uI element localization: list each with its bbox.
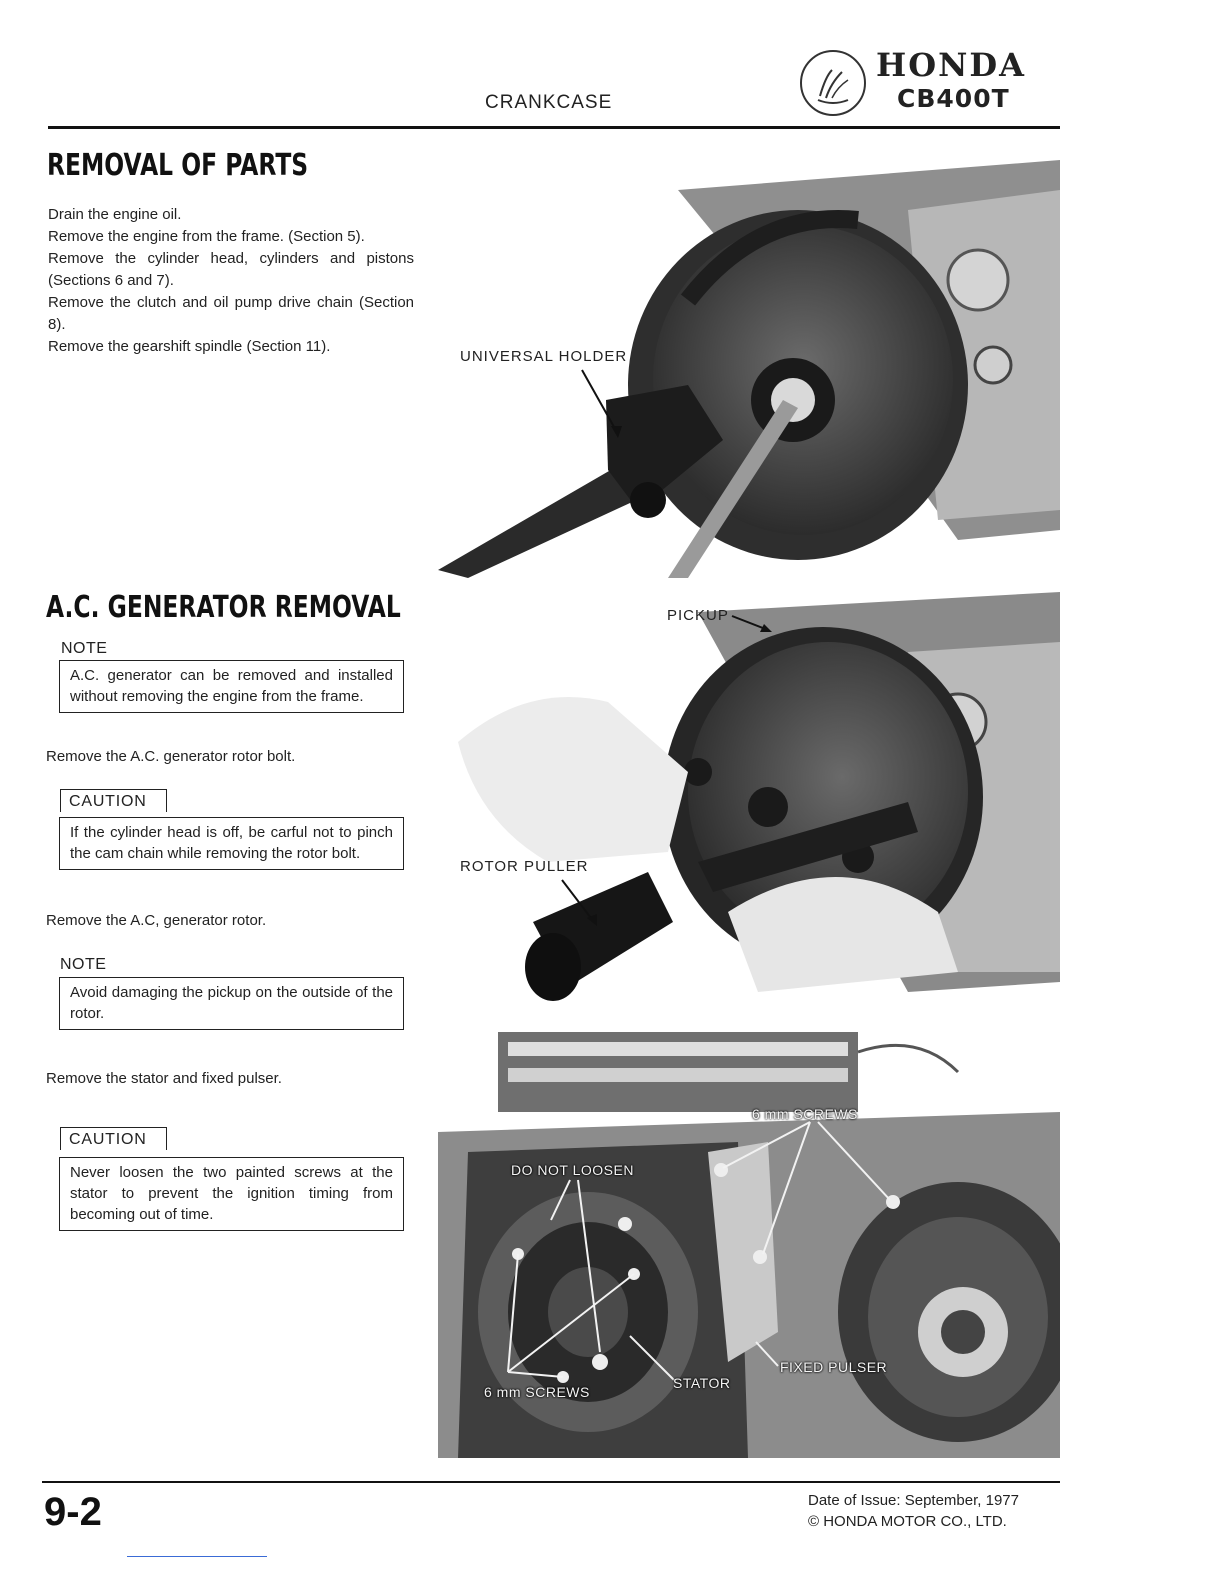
- removal-step: Remove the clutch and oil pump drive chain (Section 8).: [48, 294, 414, 333]
- note-label: NOTE: [60, 956, 107, 973]
- removal-heading: REMOVAL OF PARTS: [47, 148, 309, 183]
- six-mm-screws-top-label: 6 mm SCREWS: [752, 1106, 858, 1122]
- step-text: Remove the A.C, generator rotor.: [46, 912, 267, 929]
- removal-steps: [48, 204, 414, 358]
- photo-rotor-puller: [438, 592, 1060, 1012]
- section-title: CRANKCASE: [485, 92, 613, 113]
- note-label: NOTE: [61, 640, 108, 657]
- caution-label: CAUTION: [60, 789, 167, 812]
- removal-step: Remove the engine from the frame. (Section 5).: [48, 228, 365, 245]
- removal-step: Drain the engine oil.: [48, 206, 182, 223]
- universal-holder-arrow: [580, 368, 630, 440]
- stator-label: STATOR: [673, 1375, 731, 1391]
- note-box: Avoid damaging the pickup on the outside of the rotor.: [59, 977, 404, 1030]
- ac-generator-heading: A.C. GENERATOR REMOVAL: [46, 590, 401, 625]
- removal-step: Remove the gearshift spindle (Section 11).: [48, 338, 331, 355]
- step-text: Remove the A.C. generator rotor bolt.: [46, 748, 296, 765]
- footer-info: [808, 1490, 1019, 1532]
- footer-divider: [42, 1481, 1060, 1483]
- step-text: Remove the stator and fixed pulser.: [46, 1070, 282, 1087]
- decorative-line: [127, 1556, 267, 1557]
- caution-box: Never loosen the two painted screws at the stator to prevent the ignition timing from becoming out of time.: [59, 1157, 404, 1231]
- pickup-arrow: [730, 612, 774, 638]
- page-number: 9-2: [44, 1490, 102, 1534]
- copyright: © HONDA MOTOR CO., LTD.: [808, 1513, 1007, 1530]
- do-not-loosen-label: DO NOT LOOSEN: [511, 1162, 634, 1178]
- universal-holder-label: UNIVERSAL HOLDER: [460, 348, 628, 365]
- rotor-puller-arrow: [560, 878, 604, 930]
- six-mm-screws-bottom-label: 6 mm SCREWS: [484, 1384, 590, 1400]
- brand-name: HONDA: [876, 46, 1026, 84]
- honda-wing-logo-icon: [800, 50, 866, 116]
- removal-step: Remove the cylinder head, cylinders and pistons (Sections 6 and 7).: [48, 250, 414, 289]
- note-box: A.C. generator can be removed and installed without removing the engine from the frame.: [59, 660, 404, 713]
- caution-box: If the cylinder head is off, be carful not to pinch the cam chain while removing the rotor bolt.: [59, 817, 404, 870]
- date-of-issue: Date of Issue: September, 1977: [808, 1492, 1019, 1509]
- header-divider: [48, 126, 1060, 129]
- model-name: CB400T: [897, 84, 1010, 113]
- pickup-label: PICKUP: [667, 607, 729, 624]
- caution-label: CAUTION: [60, 1127, 167, 1150]
- rotor-puller-label: ROTOR PULLER: [460, 858, 589, 875]
- fixed-pulser-label: FIXED PULSER: [780, 1359, 888, 1375]
